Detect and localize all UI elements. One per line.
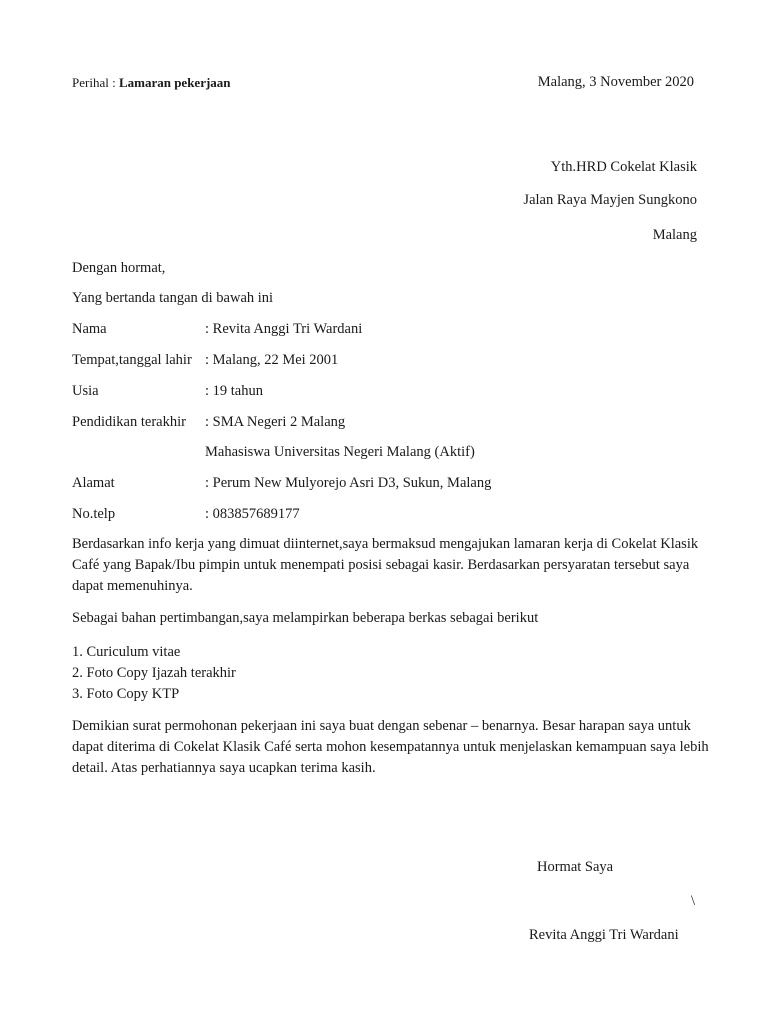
salutation: Dengan hormat,: [72, 260, 166, 276]
list-item: 2. Foto Copy Ijazah terakhir: [72, 665, 236, 681]
body-paragraph-2: Sebagai bahan pertimbangan,saya melampirkan beberapa berkas sebagai berikut: [72, 610, 539, 626]
field-label-usia: Usia: [72, 383, 99, 399]
field-label-ttl: Tempat,tanggal lahir: [72, 352, 192, 368]
field-label-alamat: Alamat: [72, 475, 115, 491]
subject-value: Lamaran pekerjaan: [118, 75, 231, 90]
field-value-alamat: : Perum New Mulyorejo Asri D3, Sukun, Malang: [205, 475, 492, 491]
list-item: 1. Curiculum vitae: [72, 644, 181, 660]
body-paragraph-3: Demikian surat permohonan pekerjaan ini saya buat dengan sebenar – benarnya. Besar harapan saya untuk dapat diterima di Cokelat Klasik Café serta mohon kesempatannya untuk menjelaskan kemampuan saya lebih detail. Atas perhatiannya saya ucapkan terima kasih.: [72, 718, 709, 776]
recipient-line-1: Yth.HRD Cokelat Klasik: [550, 159, 697, 175]
list-item: 3. Foto Copy KTP: [72, 686, 180, 702]
closing-regards: Hormat Saya: [537, 859, 614, 875]
field-label-nama: Nama: [72, 321, 107, 337]
signer-name: Revita Anggi Tri Wardani: [529, 927, 679, 943]
field-value-pendidikan: : SMA Negeri 2 Malang: [205, 414, 346, 430]
field-value-usia: : 19 tahun: [205, 383, 263, 399]
subject-label: Perihal :: [72, 75, 116, 90]
recipient-line-2: Jalan Raya Mayjen Sungkono: [523, 192, 697, 208]
field-value-ttl: : Malang, 22 Mei 2001: [205, 352, 339, 368]
field-label-telp: No.telp: [72, 506, 116, 522]
body-paragraph-1: Berdasarkan info kerja yang dimuat diinternet,saya bermaksud mengajukan lamaran kerja di Cokelat Klasik Café yang Bapak/Ibu pimpin untuk menempati posisi sebagai kasir. Berdasarkan persyaratan tersebut saya dapat memenuhinya.: [72, 536, 699, 594]
field-value-telp: : 083857689177: [205, 506, 300, 522]
closing-mark: \: [691, 893, 696, 909]
recipient-line-3: Malang: [652, 227, 697, 243]
field-value-pendidikan-2: Mahasiswa Universitas Negeri Malang (Aktif): [205, 444, 475, 460]
field-value-nama: : Revita Anggi Tri Wardani: [205, 321, 363, 337]
field-label-pendidikan: Pendidikan terakhir: [72, 414, 186, 430]
subject-line: [72, 74, 231, 92]
letter-date: Malang, 3 November 2020: [537, 74, 694, 90]
intro-text: Yang bertanda tangan di bawah ini: [72, 290, 274, 306]
